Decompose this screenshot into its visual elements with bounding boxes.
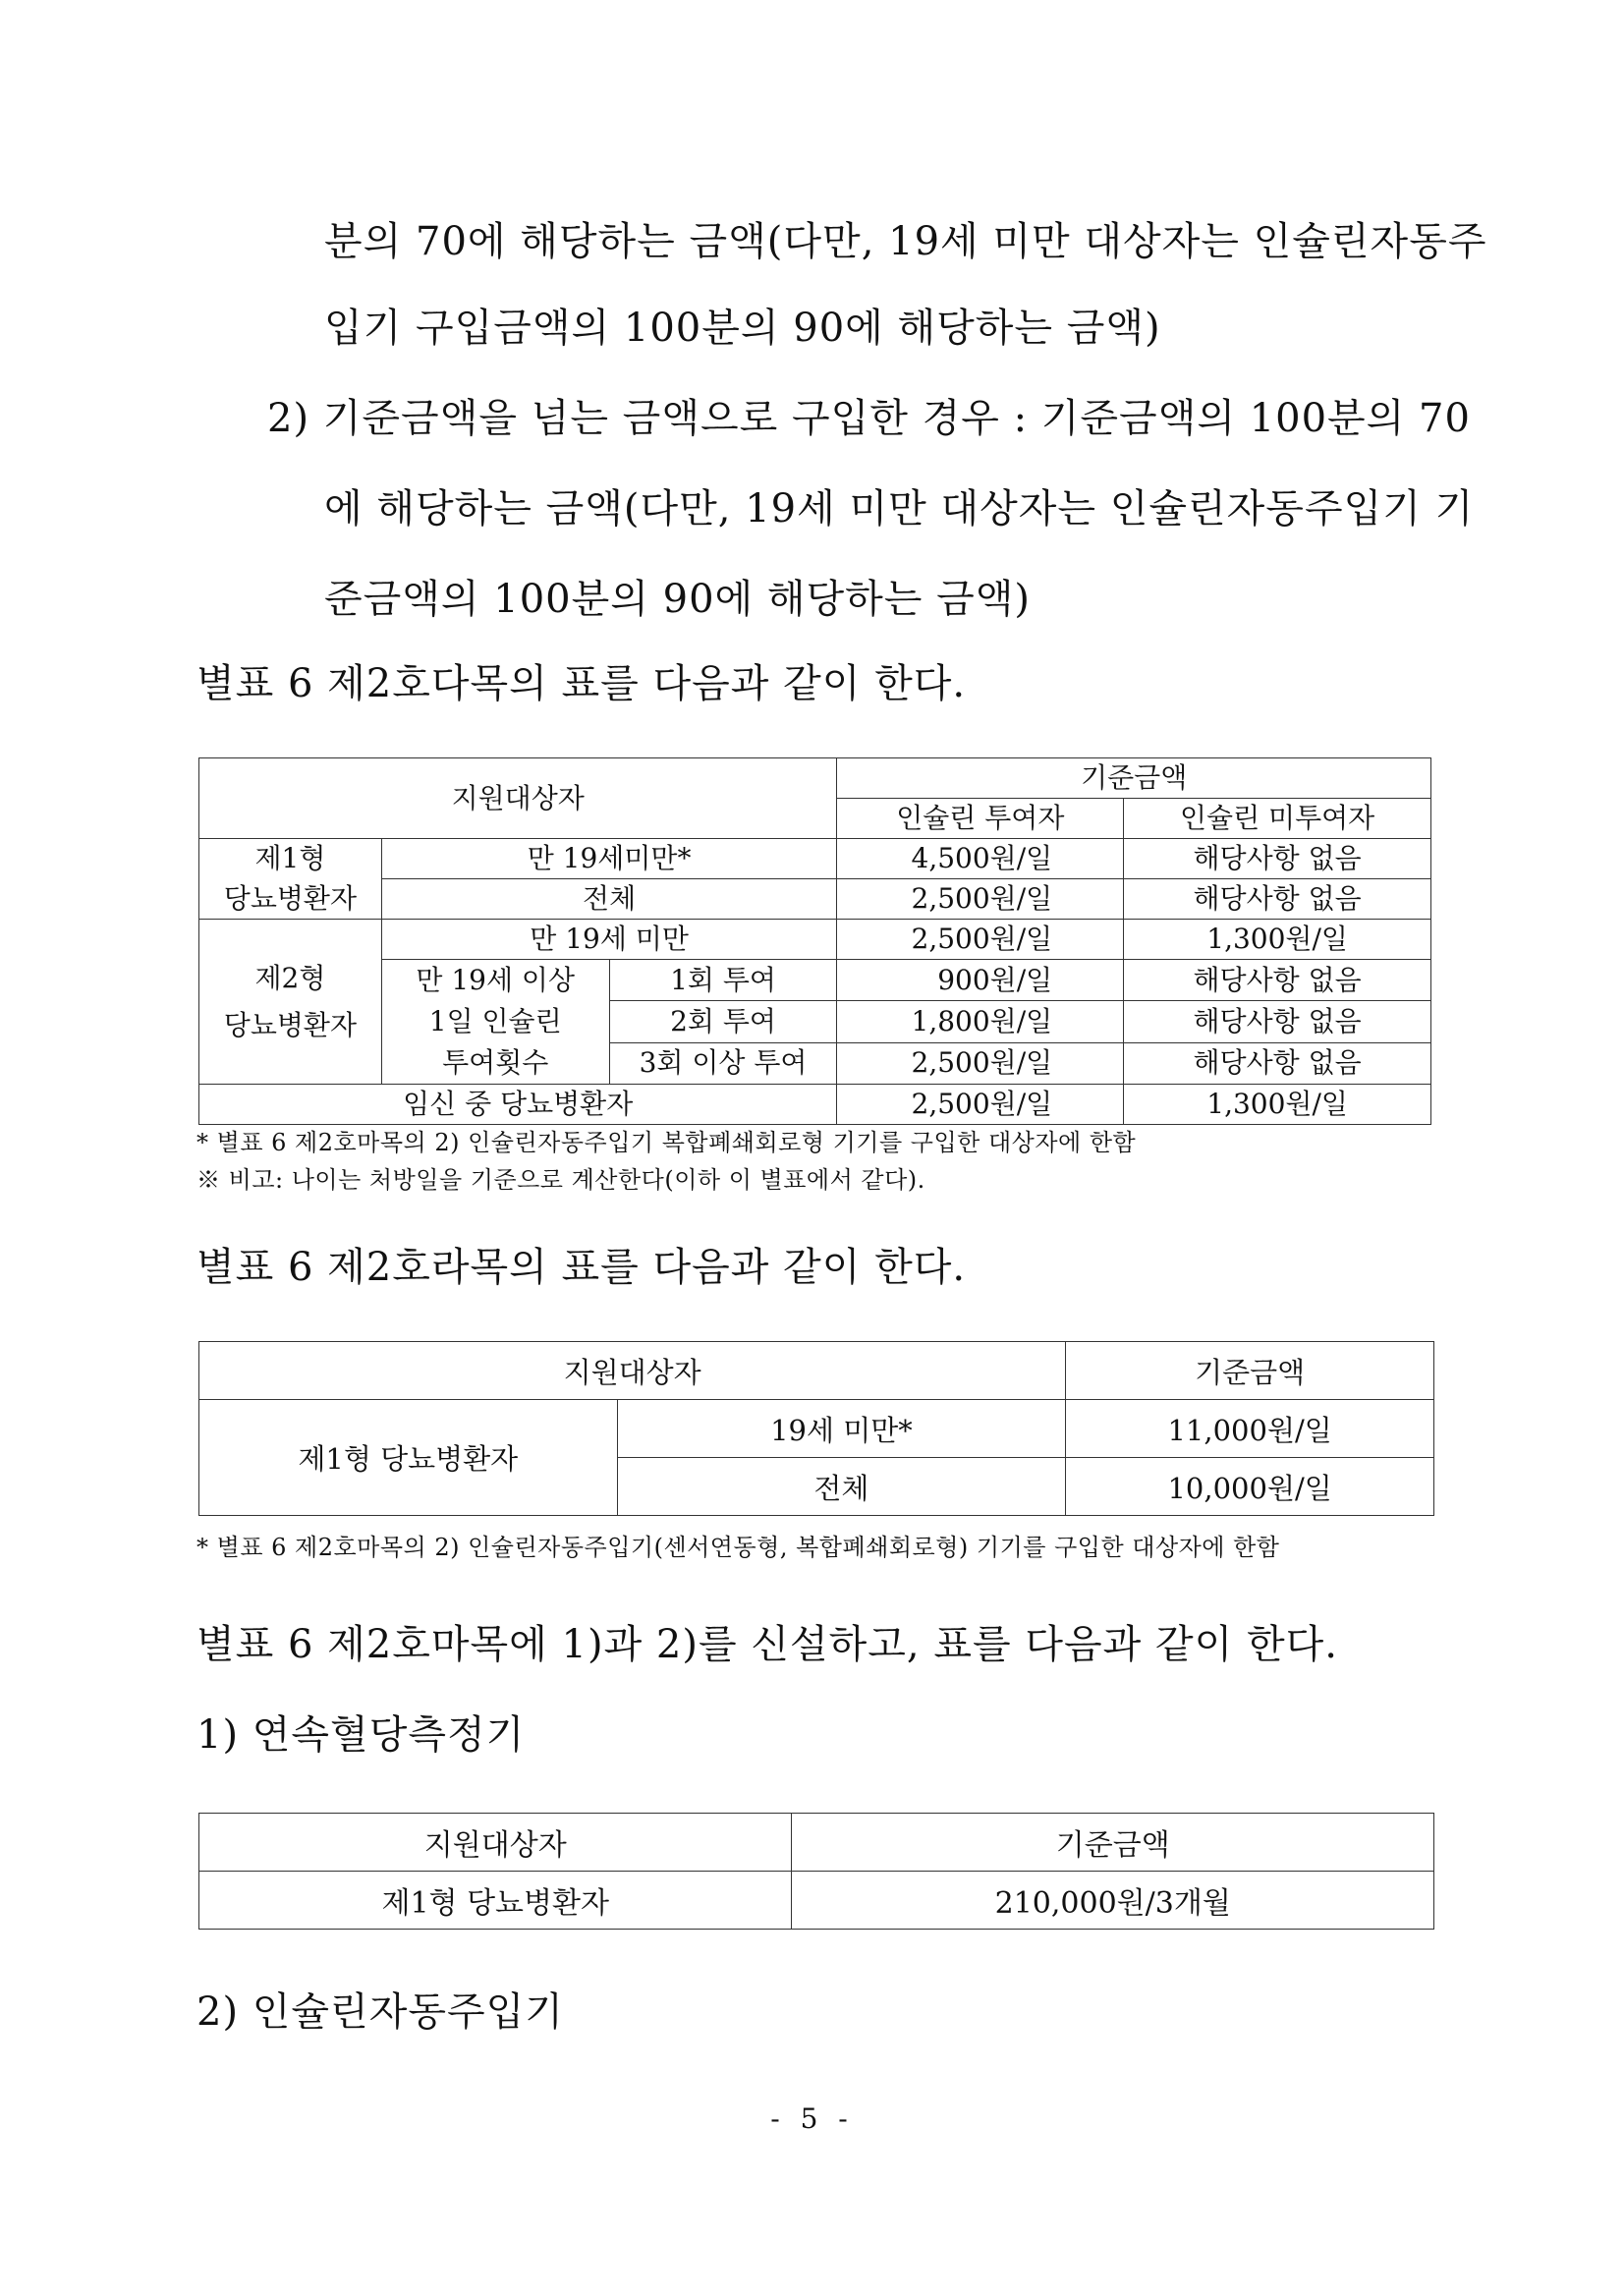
table-cell: 만 19세미만* <box>381 839 837 879</box>
table-cell: 제1형 당뇨병환자 <box>199 1872 792 1930</box>
support-amount-table-1 <box>198 757 1431 1125</box>
table-cell: 2,500원/일 <box>837 1085 1124 1125</box>
table-cell: 2,500원/일 <box>837 920 1124 960</box>
table-cell: 2,500원/일 <box>837 1042 1124 1084</box>
table-cell: 해당사항 없음 <box>1124 1042 1431 1084</box>
intro-line-1: 분의 70에 해당하는 금액(다만, 19세 미만 대상자는 인슐린자동주 <box>324 219 1487 264</box>
amount-header: 기준금액 <box>792 1814 1434 1872</box>
table-cell: 210,000원/3개월 <box>792 1872 1434 1930</box>
support-amount-table-2 <box>198 1341 1434 1516</box>
target-header: 지원대상자 <box>199 1814 792 1872</box>
section1-heading: 별표 6 제2호다목의 표를 다음과 같이 한다. <box>196 661 967 706</box>
table-cell: 1회 투여 <box>609 960 837 1001</box>
table-cell: 해당사항 없음 <box>1124 879 1431 920</box>
type1-label-bottom: 당뇨병환자 <box>199 879 382 920</box>
type1-label-top: 제1형 <box>199 839 382 879</box>
table-cell: 2,500원/일 <box>837 879 1124 920</box>
type2-over19-label <box>381 960 609 1085</box>
target-header: 지원대상자 <box>199 1342 1066 1400</box>
table-cell: 해당사항 없음 <box>1124 839 1431 879</box>
section1-note-2: ※ 비고: 나이는 처방일을 기준으로 계산한다(이하 이 별표에서 같다). <box>196 1166 925 1194</box>
type2-label <box>199 920 382 1085</box>
table-cell: 1,300원/일 <box>1124 920 1431 960</box>
intro-line-3: 2) 기준금액을 넘는 금액으로 구입한 경우 : 기준금액의 100분의 70 <box>267 396 1471 441</box>
section3-sub1: 1) 연속혈당측정기 <box>196 1712 526 1758</box>
table-cell: 11,000원/일 <box>1066 1400 1434 1458</box>
page-number: - 5 - <box>770 2102 854 2135</box>
intro-line-4: 에 해당하는 금액(다만, 19세 미만 대상자는 인슐린자동주입기 기 <box>324 486 1475 532</box>
section2-heading: 별표 6 제2호라목의 표를 다음과 같이 한다. <box>196 1245 967 1290</box>
type2-over19-line1: 만 19세 이상 <box>416 964 576 996</box>
type2-label-line1: 제2형 <box>254 961 326 994</box>
type2-label-line2: 당뇨병환자 <box>223 1008 358 1041</box>
group-label: 제1형 당뇨병환자 <box>199 1400 618 1516</box>
section3-sub2: 2) 인슐린자동주입기 <box>196 1989 564 2035</box>
amount-header: 기준금액 <box>837 758 1431 799</box>
table-cell: 19세 미만* <box>617 1400 1066 1458</box>
table-cell: 900원/일 <box>837 960 1124 1001</box>
section1-note-1: * 별표 6 제2호마목의 2) 인슐린자동주입기 복합폐쇄회로형 기기를 구입한 대상자에 한함 <box>196 1129 1137 1156</box>
support-amount-table-3 <box>198 1813 1434 1930</box>
table-cell: 1,300원/일 <box>1124 1085 1431 1125</box>
table-cell: 해당사항 없음 <box>1124 1001 1431 1042</box>
table-cell: 10,000원/일 <box>1066 1458 1434 1516</box>
section3-heading: 별표 6 제2호마목에 1)과 2)를 신설하고, 표를 다음과 같이 한다. <box>196 1622 1338 1667</box>
type2-over19-line2: 1일 인슐린 <box>428 1005 562 1037</box>
table-cell: 전체 <box>381 879 837 920</box>
table-cell: 해당사항 없음 <box>1124 960 1431 1001</box>
target-header: 지원대상자 <box>199 758 837 839</box>
table-cell: 2회 투여 <box>609 1001 837 1042</box>
table-cell: 임신 중 당뇨병환자 <box>199 1085 837 1125</box>
insulin-header: 인슐린 투여자 <box>837 799 1124 839</box>
intro-line-5: 준금액의 100분의 90에 해당하는 금액) <box>324 577 1032 622</box>
table-cell: 4,500원/일 <box>837 839 1124 879</box>
table-cell: 1,800원/일 <box>837 1001 1124 1042</box>
section2-note: * 별표 6 제2호마목의 2) 인슐린자동주입기(센서연동형, 복합폐쇄회로형) 기기를 구입한 대상자에 한함 <box>196 1534 1280 1561</box>
table-cell: 전체 <box>617 1458 1066 1516</box>
amount-header: 기준금액 <box>1066 1342 1434 1400</box>
table-cell: 3회 이상 투여 <box>609 1042 837 1084</box>
intro-line-2: 입기 구입금액의 100분의 90에 해당하는 금액) <box>324 306 1161 351</box>
type2-over19-line3: 투여횟수 <box>442 1046 549 1079</box>
table-cell: 만 19세 미만 <box>381 920 837 960</box>
no-insulin-header: 인슐린 미투여자 <box>1124 799 1431 839</box>
